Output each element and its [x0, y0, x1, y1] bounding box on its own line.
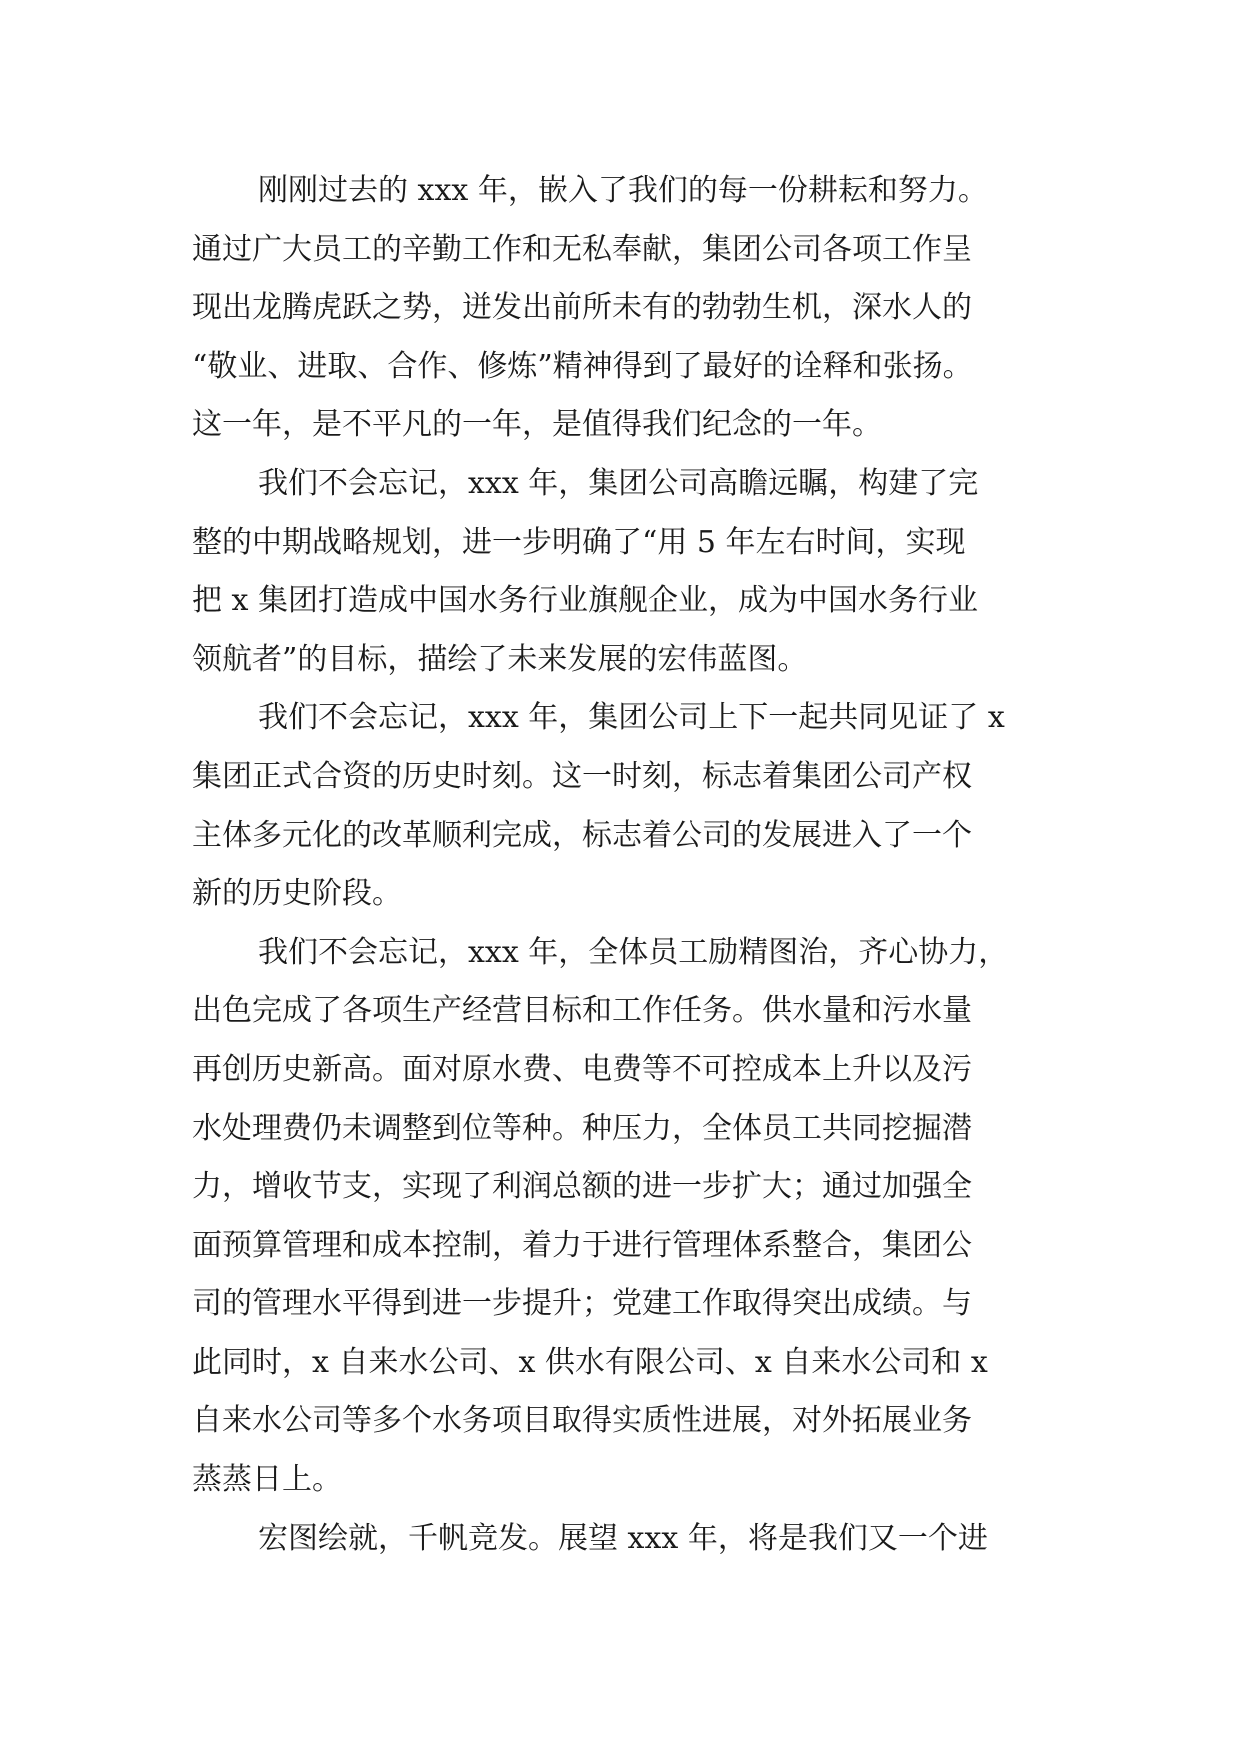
paragraph-line: 我们不会忘记，xxx 年，集团公司上下一起共同见证了 x — [258, 700, 1005, 736]
paragraph-line: 蒸蒸日上。 — [192, 1462, 342, 1498]
paragraph-line: 领航者”的目标，描绘了未来发展的宏伟蓝图。 — [192, 641, 808, 677]
paragraph-1 — [192, 162, 1072, 455]
paragraph-line: 我们不会忘记，xxx 年，集团公司高瞻远瞩，构建了完 — [258, 465, 979, 501]
paragraph-line: 我们不会忘记，xxx 年，全体员工励精图治，齐心协力， — [258, 934, 1009, 970]
document-body — [192, 162, 1072, 1568]
paragraph-line: 整的中期战略规划，进一步明确了“用 5 年左右时间，实现 — [192, 524, 966, 560]
paragraph-line: 把 x 集团打造成中国水务行业旗舰企业，成为中国水务行业 — [192, 583, 978, 619]
paragraph-line: 新的历史阶段。 — [192, 876, 402, 912]
paragraph-2 — [192, 455, 1072, 689]
paragraph-line: 再创历史新高。面对原水费、电费等不可控成本上升以及污 — [192, 1051, 972, 1087]
paragraph-line: 力，增收节支，实现了利润总额的进一步扩大；通过加强全 — [192, 1169, 972, 1205]
paragraph-line: 这一年，是不平凡的一年，是值得我们纪念的一年。 — [192, 407, 882, 443]
paragraph-line: “敬业、进取、合作、修炼”精神得到了最好的诠释和张扬。 — [192, 348, 973, 384]
paragraph-line: 集团正式合资的历史时刻。这一时刻，标志着集团公司产权 — [192, 758, 972, 794]
paragraph-line: 主体多元化的改革顺利完成，标志着公司的发展进入了一个 — [192, 817, 972, 853]
paragraph-5 — [192, 1510, 1072, 1569]
paragraph-line: 刚刚过去的 xxx 年，嵌入了我们的每一份耕耘和努力。 — [258, 173, 988, 208]
paragraph-line: 通过广大员工的辛勤工作和无私奉献，集团公司各项工作呈 — [192, 231, 972, 267]
paragraph-4 — [192, 924, 1072, 1510]
paragraph-line: 水处理费仍未调整到位等种。种压力，全体员工共同挖掘潜 — [192, 1110, 972, 1146]
paragraph-line: 出色完成了各项生产经营目标和工作任务。供水量和污水量 — [192, 993, 972, 1029]
paragraph-line: 司的管理水平得到进一步提升；党建工作取得突出成绩。与 — [192, 1286, 972, 1322]
paragraph-line: 自来水公司等多个水务项目取得实质性进展，对外拓展业务 — [192, 1403, 972, 1439]
paragraph-line: 面预算管理和成本控制，着力于进行管理体系整合，集团公 — [192, 1227, 972, 1263]
paragraph-line: 宏图绘就，千帆竞发。展望 xxx 年，将是我们又一个进 — [258, 1520, 988, 1556]
paragraph-line: 此同时，x 自来水公司、x 供水有限公司、x 自来水公司和 x — [192, 1344, 988, 1380]
paragraph-3 — [192, 689, 1072, 923]
paragraph-line: 现出龙腾虎跃之势，迸发出前所未有的勃勃生机，深水人的 — [192, 290, 972, 326]
